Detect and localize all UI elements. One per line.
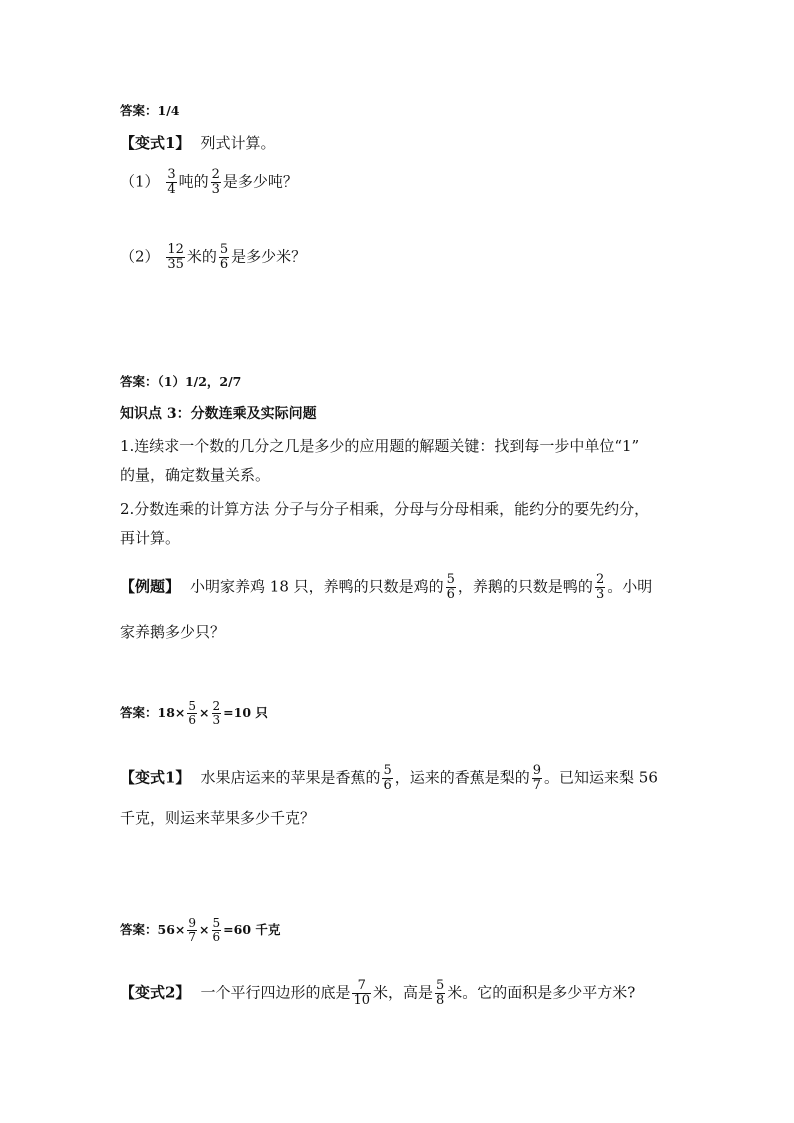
question-text: 千克，则运来苹果多少千克？	[120, 809, 316, 827]
answer-label: 答案：	[120, 103, 158, 118]
denominator: 35	[167, 257, 184, 272]
question-number: （1）	[120, 172, 160, 191]
numerator: 5	[219, 242, 229, 257]
question-text: 吨的	[178, 172, 209, 191]
numerator: 5	[383, 763, 392, 778]
question-text: 是多少米？	[231, 247, 307, 266]
denominator: 7	[532, 778, 542, 793]
denominator: 10	[353, 993, 370, 1008]
variant-question	[120, 764, 658, 793]
fraction	[212, 917, 222, 944]
numerator: 3	[167, 167, 176, 182]
paragraph-line: 1.连续求一个数的几分之几是多少的应用题的解题关键：找到每一步中单位“1”	[120, 437, 640, 455]
paragraph-line: 的量，确定数量关系。	[120, 466, 271, 484]
fraction	[595, 573, 605, 602]
denominator: 6	[446, 587, 455, 602]
denominator: 6	[219, 257, 229, 272]
question-text: ，运来的香蕉是梨的	[394, 768, 530, 787]
fraction	[166, 243, 185, 272]
answer-value: 56×	[157, 922, 186, 937]
fraction	[352, 979, 371, 1008]
fraction	[446, 573, 456, 602]
question-text: 一个平行四边形的底是	[200, 983, 351, 1002]
denominator: 3	[595, 587, 605, 602]
fraction	[219, 243, 229, 272]
question-text: ，养鹅的只数是鸭的	[457, 577, 593, 596]
fraction	[382, 764, 392, 793]
numerator: 2	[212, 699, 221, 713]
question-number: （2）	[120, 247, 160, 266]
question-text: 小明家养鸡 18 只，养鸭的只数是鸡的	[190, 577, 444, 596]
question-text: 。已知运来梨 56	[544, 768, 658, 787]
question-1	[120, 168, 298, 197]
numerator: 9	[532, 763, 542, 778]
variant-prompt: 列式计算。	[200, 134, 276, 152]
numerator: 5	[212, 916, 221, 930]
question-2	[120, 243, 306, 272]
question-text: 水果店运来的苹果是香蕉的	[200, 768, 381, 787]
fraction	[187, 917, 197, 944]
numerator: 5	[188, 699, 197, 713]
fraction	[435, 979, 445, 1008]
example-tag: 【例题】	[120, 577, 181, 596]
denominator: 8	[436, 993, 445, 1008]
denominator: 4	[167, 182, 176, 197]
answer-label: 答案：	[120, 922, 158, 937]
numerator: 9	[188, 916, 197, 930]
answer-label: 答案：	[120, 374, 158, 389]
variant-tag: 【变式2】	[120, 983, 191, 1002]
numerator: 7	[357, 978, 366, 993]
numerator: 12	[167, 242, 184, 257]
question-text: 米。它的面积是多少平方米?	[447, 983, 636, 1002]
denominator: 3	[212, 713, 221, 727]
fraction	[166, 168, 176, 197]
variant-tag: 【变式1】	[120, 768, 191, 787]
answer-value: =60 千克	[223, 922, 281, 937]
numerator: 2	[211, 167, 220, 182]
fraction	[532, 764, 542, 793]
answer-line	[120, 917, 280, 944]
question-text: 家养鹅多少只？	[120, 623, 226, 641]
operator: ×	[199, 705, 210, 720]
answer-value: （1）1/2，2/7	[157, 374, 242, 389]
paragraph-line: 再计算。	[120, 529, 181, 547]
fraction	[211, 168, 221, 197]
numerator: 2	[595, 572, 605, 587]
question-text: 米，高是	[373, 983, 434, 1002]
section-title: 知识点 3：分数连乘及实际问题	[120, 406, 317, 422]
question-text: 是多少吨？	[222, 172, 298, 191]
answer-line	[120, 101, 179, 121]
paragraph-line: 2.分数连乘的计算方法 分子与分子相乘，分母与分母相乘，能约分的要先约分，	[120, 500, 650, 518]
operator: ×	[199, 922, 210, 937]
answer-line	[120, 700, 268, 727]
variant-heading	[120, 133, 275, 153]
answer-value: 1/4	[157, 103, 180, 118]
answer-label: 答案：	[120, 705, 158, 720]
variant-question	[120, 979, 635, 1008]
answer-line	[120, 372, 241, 392]
fraction	[187, 700, 197, 727]
question-text: 米的	[186, 247, 217, 266]
denominator: 6	[188, 713, 197, 727]
denominator: 3	[211, 182, 220, 197]
denominator: 6	[212, 930, 221, 944]
denominator: 6	[383, 778, 392, 793]
answer-value: =10 只	[223, 705, 268, 720]
fraction	[212, 700, 222, 727]
numerator: 5	[446, 572, 455, 587]
answer-value: 18×	[157, 705, 186, 720]
variant-tag: 【变式1】	[120, 134, 191, 152]
example-question	[120, 573, 652, 602]
numerator: 5	[436, 978, 445, 993]
denominator: 7	[188, 930, 197, 944]
question-text: 。小明	[607, 577, 653, 596]
